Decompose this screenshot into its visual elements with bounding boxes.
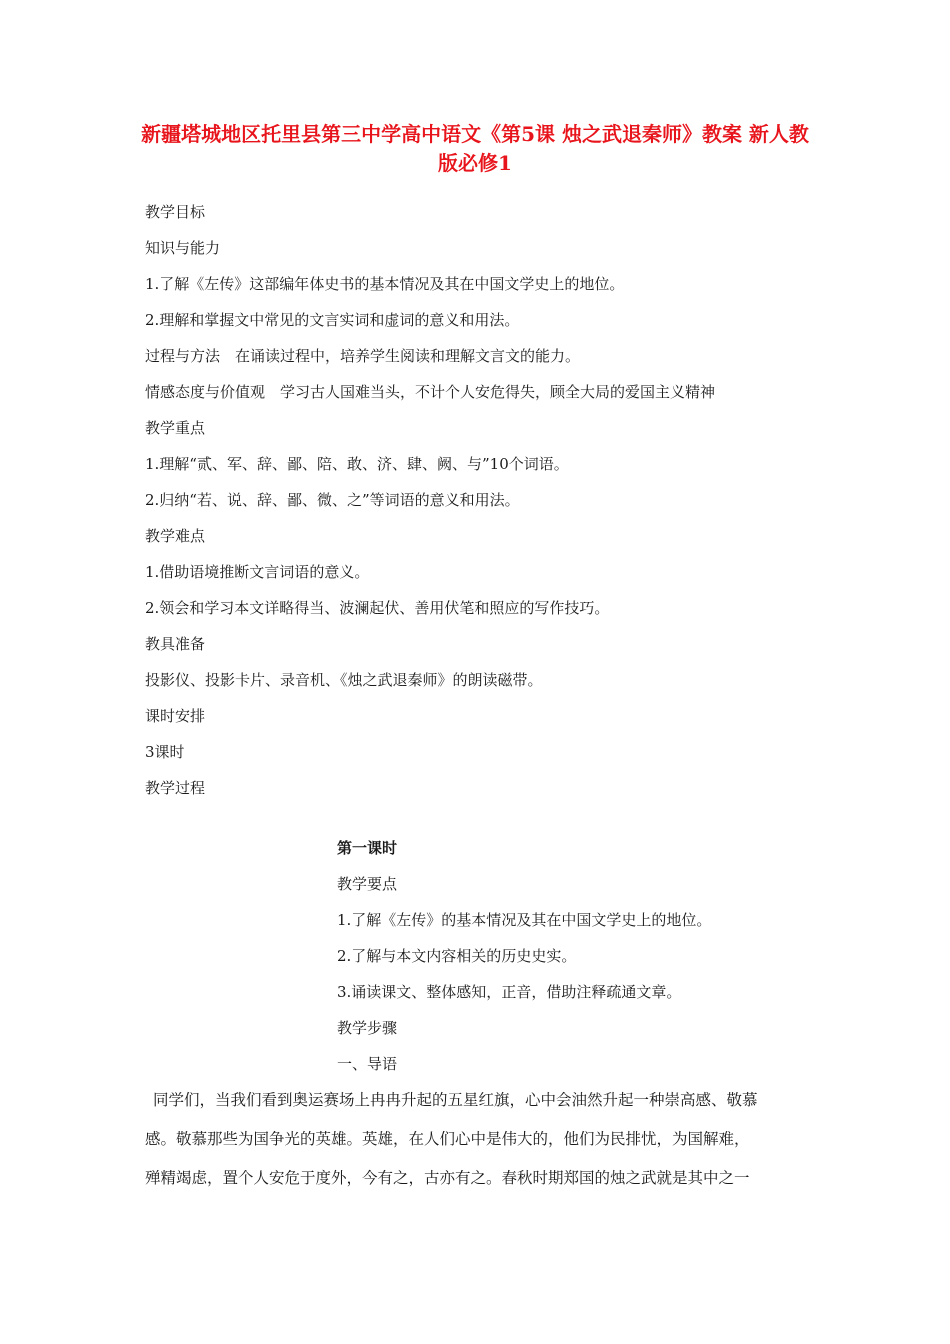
lesson-point-2: 2.了解与本文内容相关的历史史实。 (337, 947, 577, 965)
lesson-point-1: 1.了解《左传》的基本情况及其在中国文学史上的地位。 (337, 911, 712, 929)
section-heading-tools: 教具准备 (145, 635, 206, 653)
difficulty-2: 2.领会和学习本文详略得当、波澜起伏、善用伏笔和照应的写作技巧。 (145, 599, 610, 617)
document-title: 新疆塔城地区托里县第三中学高中语文《第5课 烛之武退秦师》教案 新人教版必修1 (141, 122, 809, 175)
objective-item-2: 2.理解和掌握文中常见的文言实词和虚词的意义和用法。 (145, 311, 520, 329)
section-heading-schedule: 课时安排 (145, 707, 206, 725)
objective-item-1: 1.了解《左传》这部编年体史书的基本情况及其在中国文学史上的地位。 (145, 275, 625, 293)
key-point-1: 1.理解“贰、军、辞、鄙、陪、敢、济、肆、阙、与”10个词语。 (145, 455, 569, 473)
subheading-knowledge: 知识与能力 (145, 239, 221, 257)
lesson-heading: 第一课时 (337, 839, 398, 857)
process-method-line: 过程与方法 在诵读过程中，培养学生阅读和理解文言文的能力。 (145, 347, 581, 365)
step-intro-heading: 一、导语 (337, 1055, 398, 1073)
section-heading-objectives: 教学目标 (145, 203, 206, 221)
section-heading-key-points: 教学重点 (145, 419, 206, 437)
emotion-values-line: 情感态度与价值观 学习古人国难当头，不计个人安危得失，顾全大局的爱国主义精神 (145, 383, 716, 401)
intro-paragraph-line-3: 殚精竭虑，置个人安危于度外，今有之，古亦有之。春秋时期郑国的烛之武就是其中之一 (145, 1169, 750, 1187)
key-point-2: 2.归纳“若、说、辞、鄙、微、之”等词语的意义和用法。 (145, 491, 520, 509)
lesson-points-heading: 教学要点 (337, 875, 398, 893)
intro-paragraph-line-1: 同学们，当我们看到奥运赛场上冉冉升起的五星红旗，心中会油然升起一种崇高感、敬慕 (153, 1091, 758, 1109)
intro-paragraph-line-2: 感。敬慕那些为国争光的英雄。英雄，在人们心中是伟大的，他们为民排忧，为国解难， (145, 1130, 750, 1148)
schedule-value: 3课时 (145, 743, 185, 761)
section-heading-process: 教学过程 (145, 779, 206, 797)
section-heading-difficulties: 教学难点 (145, 527, 206, 545)
tools-list: 投影仪、投影卡片、录音机、《烛之武退秦师》的朗读磁带。 (145, 671, 543, 689)
lesson-point-3: 3.诵读课文、整体感知，正音，借助注释疏通文章。 (337, 983, 682, 1001)
difficulty-1: 1.借助语境推断文言词语的意义。 (145, 563, 370, 581)
lesson-steps-heading: 教学步骤 (337, 1019, 398, 1037)
